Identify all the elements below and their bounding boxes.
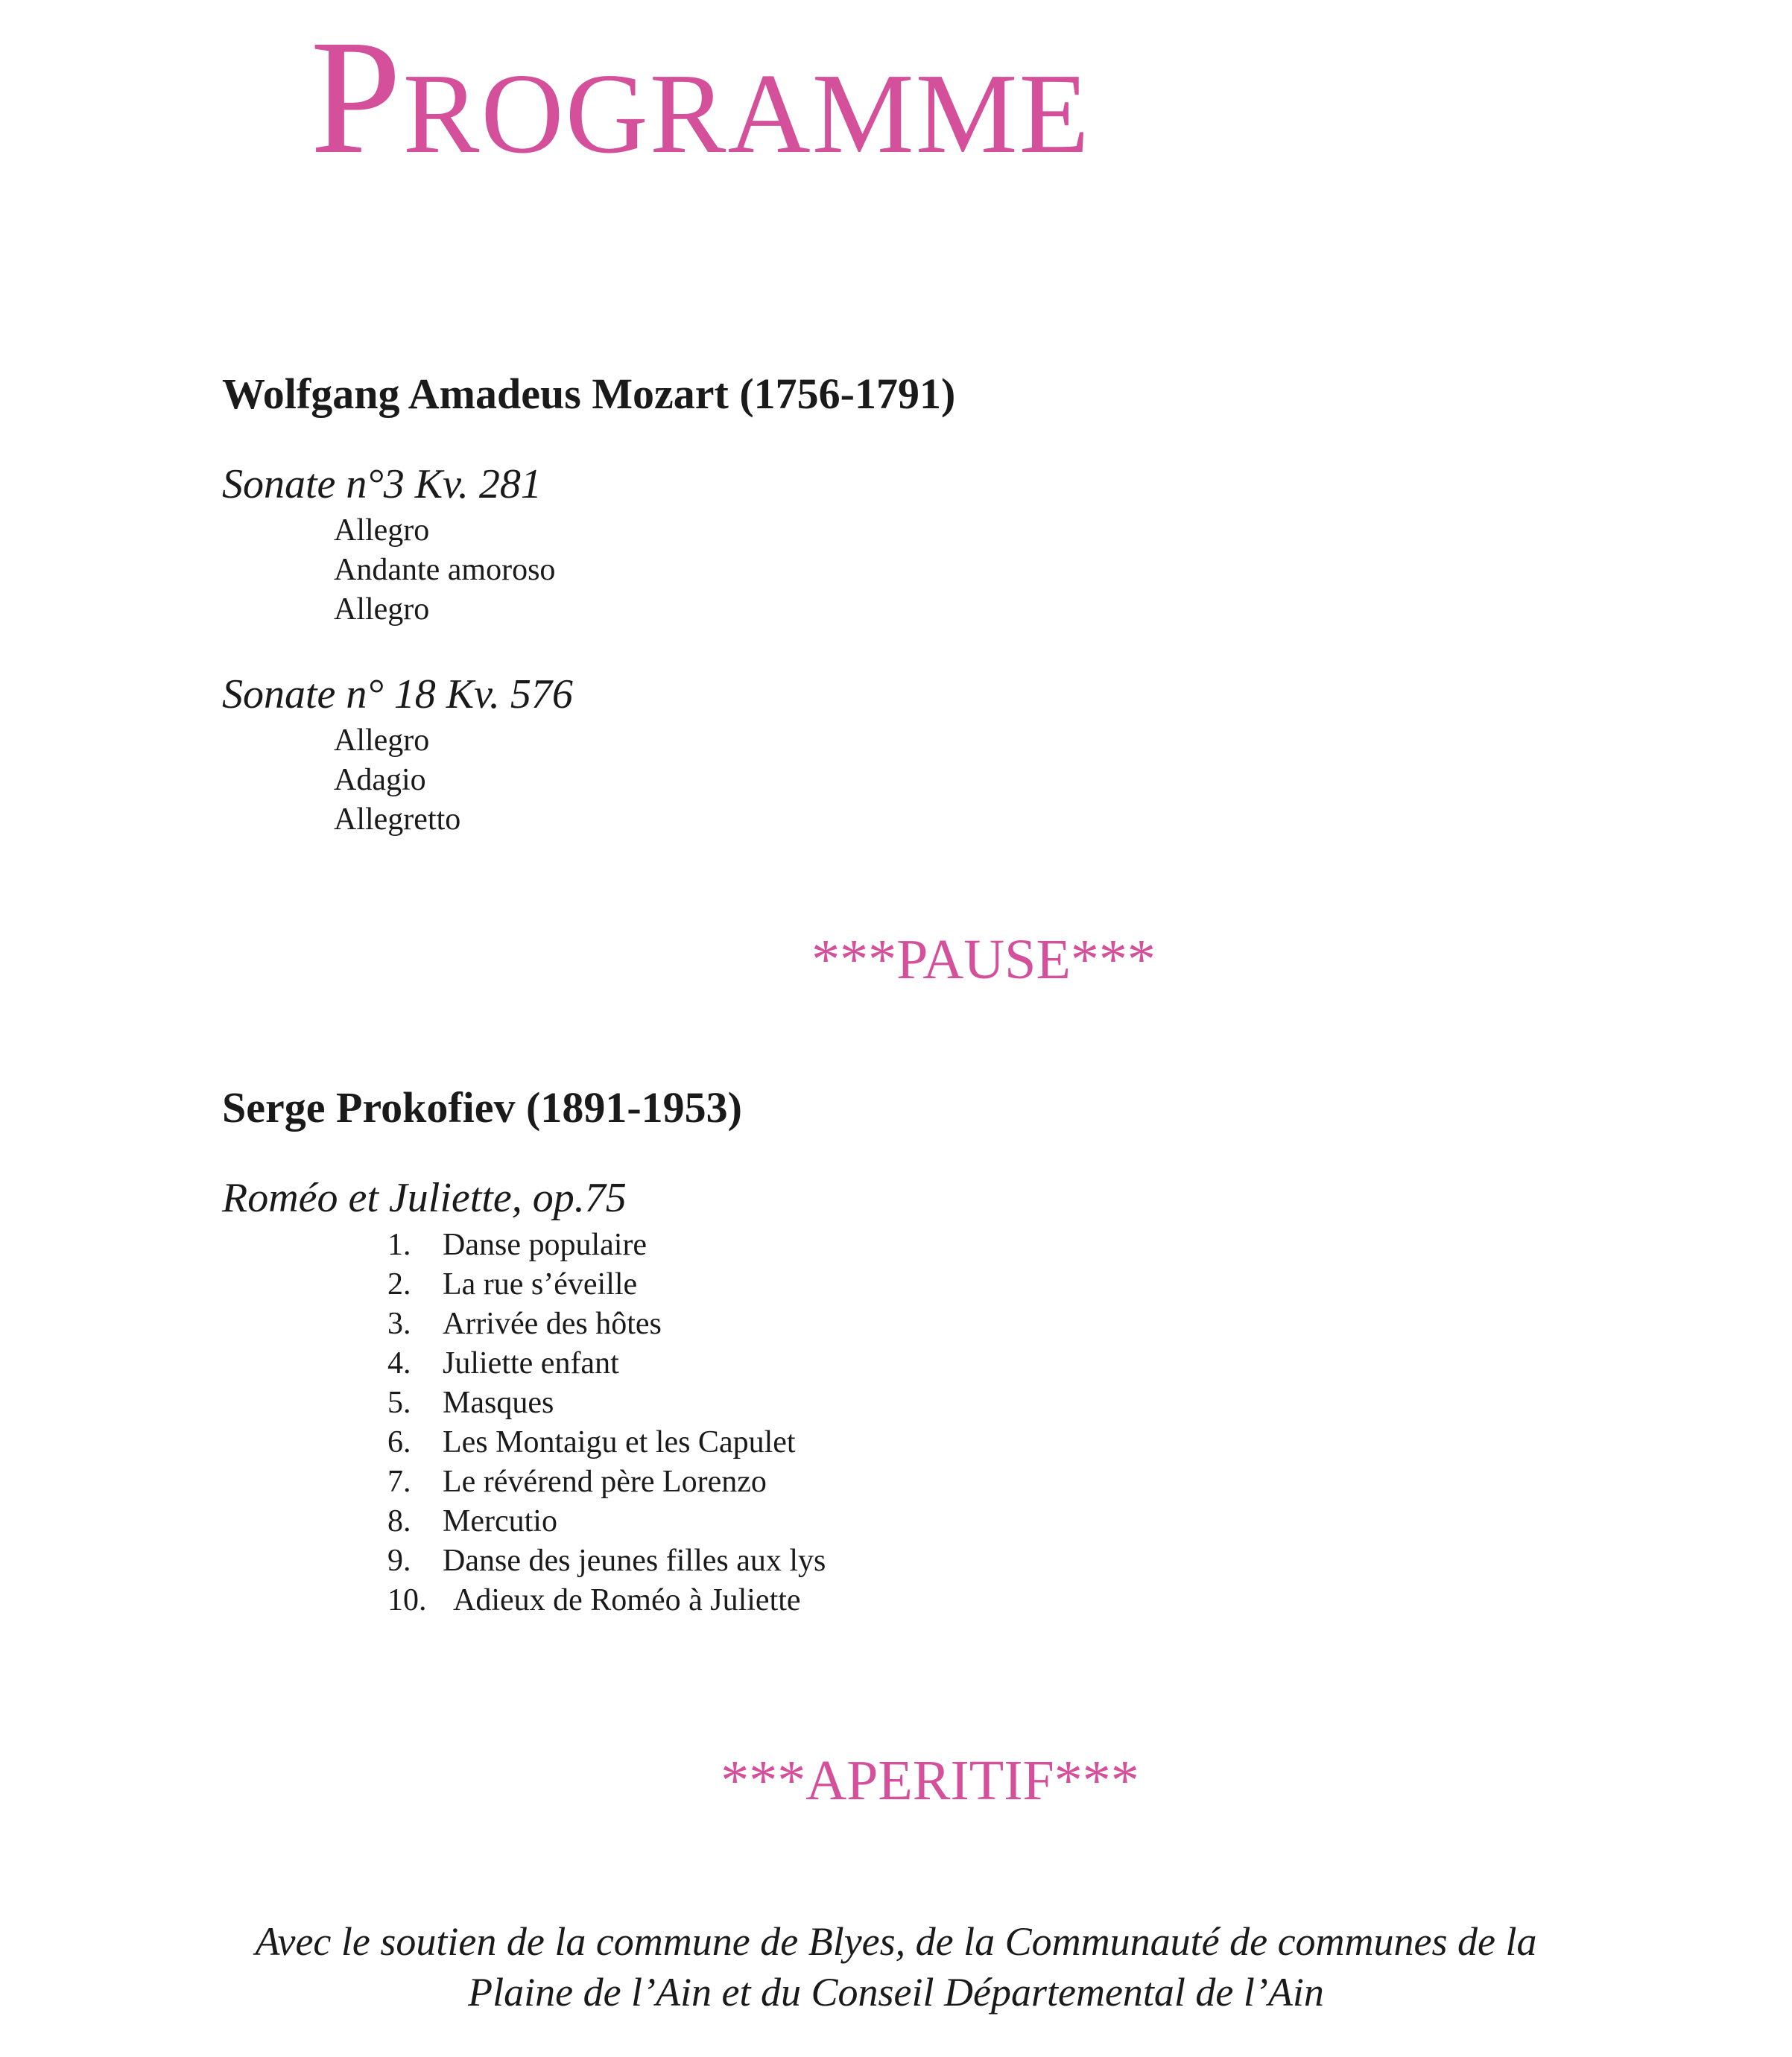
movement-item: Allegro xyxy=(334,592,430,627)
item-number: 1. xyxy=(387,1228,411,1262)
item-number: 5. xyxy=(387,1386,411,1420)
movement-item: Allegretto xyxy=(334,802,461,837)
aperitif-banner: ***APERITIF*** xyxy=(721,1749,1139,1812)
item-number: 9. xyxy=(387,1544,411,1578)
item-number: 3. xyxy=(387,1307,411,1341)
pause-banner: ***PAUSE*** xyxy=(811,928,1156,991)
movement-item: Allegro xyxy=(334,723,430,758)
item-label: Masques xyxy=(443,1386,554,1420)
movement-item: Adagio xyxy=(334,763,426,797)
movement-list-romeo-juliette xyxy=(387,1226,826,1620)
numbered-movement-item xyxy=(387,1305,826,1344)
sponsor-footer xyxy=(0,1916,1792,2018)
numbered-movement-item xyxy=(387,1265,826,1305)
composer-heading-mozart: Wolfgang Amadeus Mozart (1756-1791) xyxy=(222,370,956,418)
item-number: 8. xyxy=(387,1504,411,1538)
item-label: Arrivée des hôtes xyxy=(443,1307,662,1341)
item-label: Mercutio xyxy=(443,1504,557,1538)
item-label: Danse populaire xyxy=(443,1228,648,1262)
movement-item: Andante amoroso xyxy=(334,553,556,587)
item-number: 6. xyxy=(387,1425,411,1459)
item-number: 4. xyxy=(387,1346,411,1381)
page-title: Programme xyxy=(310,6,1091,188)
numbered-movement-item xyxy=(387,1462,826,1502)
composer-heading-prokofiev: Serge Prokofiev (1891-1953) xyxy=(222,1083,742,1132)
footer-line-2: Plaine de l’Ain et du Conseil Départemental de l’Ain xyxy=(468,1970,1324,2015)
footer-line-1: Avec le soutien de la commune de Blyes, de la Communauté de communes de la xyxy=(255,1919,1537,1964)
numbered-movement-item xyxy=(387,1344,826,1384)
item-label: Adieux de Roméo à Juliette xyxy=(453,1583,801,1617)
numbered-movement-item xyxy=(387,1384,826,1423)
item-label: Le révérend père Lorenzo xyxy=(443,1465,767,1499)
item-label: Les Montaigu et les Capulet xyxy=(443,1425,796,1459)
item-number: 7. xyxy=(387,1465,411,1499)
item-label: La rue s’éveille xyxy=(443,1267,638,1302)
movement-list-sonata-3 xyxy=(334,511,555,630)
item-number: 2. xyxy=(387,1267,411,1302)
movement-list-sonata-18 xyxy=(334,721,460,840)
work-title-sonata-18: Sonate n° 18 Kv. 576 xyxy=(222,671,573,717)
numbered-movement-item xyxy=(387,1423,826,1462)
item-label: Danse des jeunes filles aux lys xyxy=(443,1544,826,1578)
numbered-movement-item xyxy=(387,1226,826,1265)
numbered-movement-item xyxy=(387,1502,826,1541)
numbered-movement-item xyxy=(387,1581,826,1620)
item-number: 10. xyxy=(387,1583,427,1617)
numbered-movement-item xyxy=(387,1541,826,1581)
item-label: Juliette enfant xyxy=(443,1346,619,1381)
work-title-sonata-3: Sonate n°3 Kv. 281 xyxy=(222,461,542,507)
movement-item: Allegro xyxy=(334,513,430,548)
work-title-romeo-juliette: Roméo et Juliette, op.75 xyxy=(222,1175,627,1221)
